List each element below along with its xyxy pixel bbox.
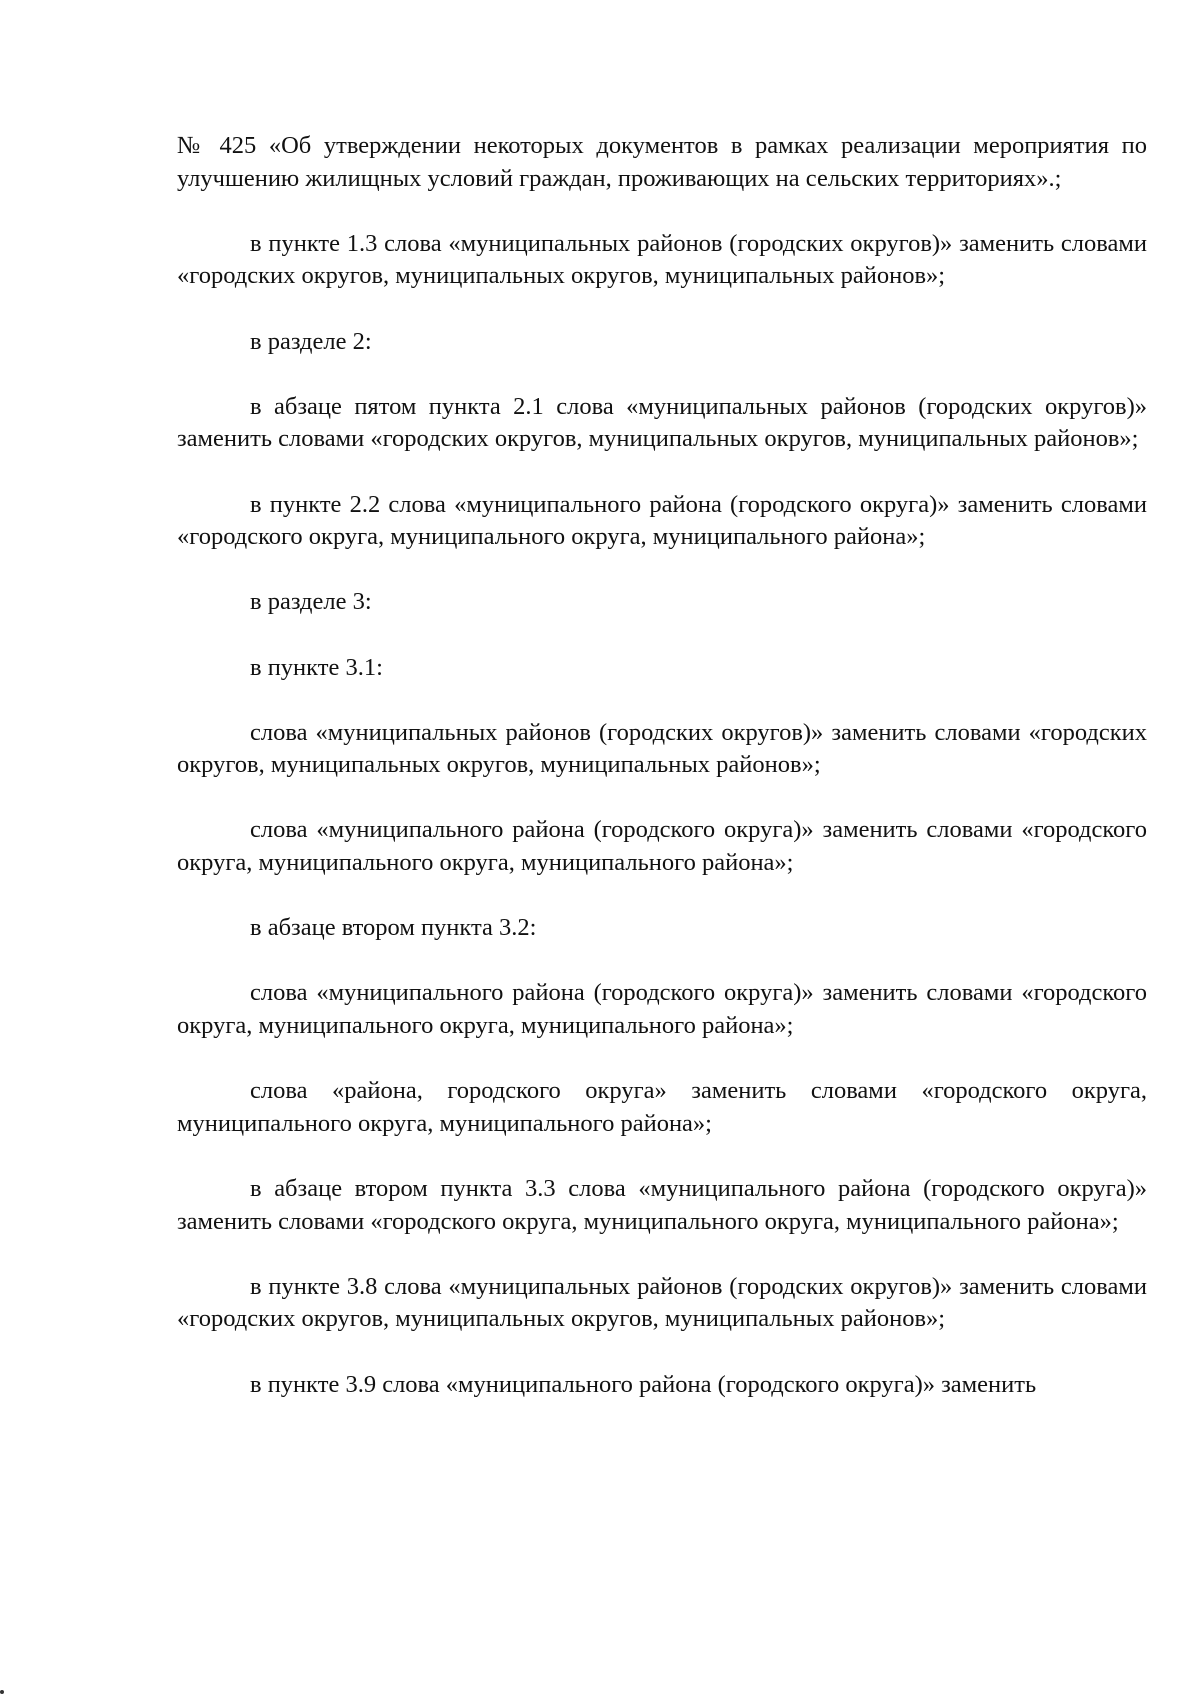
paragraph-document-title-continuation: № 425 «Об утверждении некоторых документов в рамках реализации мероприятия по улучшению жилищных условий граждан, проживающих на сельских территориях».; [177, 132, 1147, 192]
paragraph-clause-3-8: в пункте 3.8 слова «муниципальных районов (городских округов)» заменить словами «городских округов, муниципальных округов, муниципальных районов»; [177, 1272, 1147, 1333]
paragraph-clause-3-9: в пункте 3.9 слова «муниципального района (городского округа)» заменить [250, 1370, 1037, 1398]
paragraph-clause-3-2-heading: в абзаце втором пункта 3.2: [250, 914, 537, 942]
paragraph-clause-3-2-item-1: слова «муниципального района (городского округа)» заменить словами «городского округа, муниципального округа, муниципального района»; [177, 979, 1147, 1040]
paragraph-clause-3-1-item-1: слова «муниципальных районов (городских округов)» заменить словами «городских округов, муниципальных округов, муниципальных районов»; [177, 718, 1147, 779]
paragraph-clause-3-3: в абзаце втором пункта 3.3 слова «муниципального района (городского округа)» заменить словами «городского округа, муниципального округа, муниципального района»; [177, 1175, 1147, 1235]
document-body [177, 130, 1147, 1401]
paragraph-clause-1-3: в пункте 1.3 слова «муниципальных районов (городских округов)» заменить словами «городских округов, муниципальных округов, муниципальных районов»; [177, 229, 1147, 290]
scan-artifact-dot [0, 1690, 4, 1694]
paragraph-clause-3-2-item-2: слова «района, городского округа» заменить словами «городского округа, муниципального округа, муниципального района»; [177, 1077, 1147, 1137]
paragraph-section-3-heading: в разделе 3: [250, 588, 372, 616]
paragraph-clause-3-1-heading: в пункте 3.1: [250, 653, 383, 681]
paragraph-clause-2-2: в пункте 2.2 слова «муниципального района (городского округа)» заменить словами «городского округа, муниципального округа, муниципального района»; [177, 490, 1147, 551]
paragraph-clause-3-1-item-2: слова «муниципального района (городского округа)» заменить словами «городского округа, муниципального округа, муниципального района»; [177, 816, 1147, 877]
paragraph-clause-2-1: в абзаце пятом пункта 2.1 слова «муниципальных районов (городских округов)» заменить словами «городских округов, муниципальных округов, муниципальных районов»; [177, 392, 1147, 453]
paragraph-section-2-heading: в разделе 2: [250, 327, 372, 355]
